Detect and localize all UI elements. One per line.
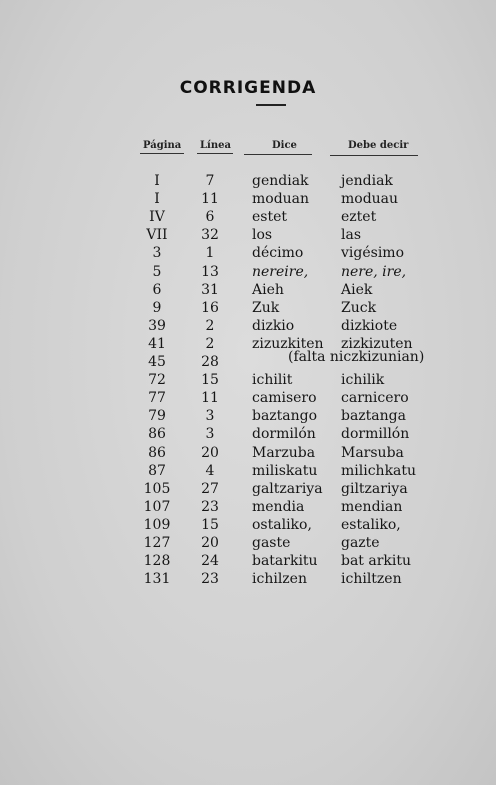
cell-linea: 2 (205, 317, 215, 334)
cell-pagina: 72 (148, 372, 166, 389)
cell-pagina: 9 (152, 299, 162, 316)
table-row (0, 300, 496, 318)
cell-linea: 11 (201, 191, 219, 208)
cell-debe-decir: giltzariya (341, 480, 408, 497)
cell-debe-decir: zizkizuten (341, 335, 413, 352)
table-row (0, 282, 496, 300)
cell-dice: dizkio (252, 317, 295, 334)
cell-pagina: I (154, 173, 160, 189)
cell-debe-decir: bat arkitu (341, 553, 412, 570)
table-row (0, 499, 496, 517)
cell-pagina: VII (146, 227, 168, 244)
cell-pagina: 77 (148, 390, 166, 407)
header-dice-rule (244, 154, 312, 155)
table-row (0, 426, 496, 444)
cell-debe-decir: vigésimo (341, 245, 404, 262)
cell-pagina: 131 (143, 571, 171, 588)
cell-pagina: I (154, 191, 160, 208)
cell-dice: camisero (252, 390, 317, 407)
table-row (0, 209, 496, 227)
cell-dice: gaste (252, 535, 291, 551)
table-row (0, 481, 496, 499)
cell-linea: 32 (201, 227, 219, 244)
cell-pagina: 79 (148, 408, 166, 425)
header-debe-decir-rule (330, 155, 418, 156)
cell-debe-decir: ichilik (341, 372, 385, 389)
cell-dice: nereire, (252, 263, 309, 280)
cell-debe-decir: mendian (341, 498, 403, 515)
header-pagina: Página (143, 140, 182, 151)
cell-debe-decir: dormillón (341, 426, 410, 443)
cell-dice: baztango (252, 408, 318, 425)
cell-linea: 7 (205, 173, 215, 189)
cell-debe-decir: moduau (341, 191, 399, 208)
header-debe-decir: Debe decir (348, 140, 409, 151)
cell-pagina: 3 (152, 245, 162, 262)
cell-dice: ichilit (252, 372, 293, 389)
table-row (0, 571, 496, 589)
cell-debe-decir: carnicero (341, 390, 409, 407)
table-row (0, 463, 496, 481)
cell-pagina: 6 (152, 281, 162, 298)
cell-debe-decir: Aiek (341, 281, 373, 298)
table-note: (falta niczkizunian) (288, 349, 425, 365)
cell-dice: Zuk (252, 299, 280, 316)
cell-pagina: 107 (143, 498, 171, 515)
header-linea-rule (197, 153, 233, 154)
table-row (0, 535, 496, 553)
cell-dice: Marzuba (252, 444, 316, 461)
page-title: CORRIGENDA (179, 78, 317, 98)
table-row (0, 245, 496, 263)
cell-linea: 4 (205, 462, 215, 479)
cell-linea: 28 (201, 354, 219, 370)
cell-pagina: 105 (143, 480, 171, 497)
cell-linea: 11 (201, 390, 219, 407)
cell-linea: 31 (201, 281, 219, 298)
cell-pagina: 128 (143, 553, 171, 570)
cell-linea: 20 (201, 444, 219, 461)
cell-dice: los (252, 227, 273, 244)
cell-pagina: 39 (148, 317, 166, 334)
cell-linea: 24 (201, 553, 219, 570)
cell-pagina: 86 (148, 444, 166, 461)
cell-linea: 13 (201, 263, 219, 280)
cell-dice: dormilón (252, 426, 316, 443)
cell-dice: décimo (252, 245, 304, 262)
cell-pagina: 86 (148, 426, 166, 443)
cell-dice: gendiak (252, 173, 309, 189)
cell-linea: 23 (201, 498, 219, 515)
cell-pagina: 127 (143, 535, 171, 551)
cell-dice: batarkitu (252, 553, 318, 570)
header-dice: Dice (272, 140, 297, 151)
cell-debe-decir: Zuck (341, 299, 377, 316)
cell-dice: zizuzkiten (252, 335, 324, 352)
cell-dice: estet (252, 209, 288, 226)
table-row (0, 408, 496, 426)
cell-debe-decir: dizkiote (341, 317, 398, 334)
cell-debe-decir: las (341, 227, 362, 244)
cell-pagina: 45 (148, 354, 166, 370)
cell-linea: 6 (205, 209, 215, 226)
cell-debe-decir: eztet (341, 209, 377, 226)
cell-linea: 3 (205, 408, 215, 425)
cell-debe-decir: estaliko, (341, 516, 401, 533)
cell-linea: 20 (201, 535, 219, 551)
header-linea: Línea (200, 140, 231, 151)
cell-dice: mendia (252, 498, 305, 515)
cell-dice: ichilzen (252, 571, 307, 588)
cell-dice: ostaliko, (252, 516, 312, 533)
cell-linea: 16 (201, 299, 219, 316)
header-pagina-rule (140, 153, 184, 154)
cell-pagina: 5 (152, 263, 162, 280)
cell-linea: 1 (205, 245, 215, 262)
table-row (0, 191, 496, 209)
cell-linea: 27 (201, 480, 219, 497)
cell-dice: Aieh (252, 281, 284, 298)
cell-linea: 15 (201, 516, 219, 533)
cell-pagina: 87 (148, 462, 166, 479)
cell-debe-decir: nere, ire, (341, 263, 407, 280)
table-row (0, 227, 496, 245)
table-row (0, 445, 496, 463)
table-row (0, 372, 496, 390)
cell-debe-decir: baztanga (341, 408, 406, 425)
cell-dice: moduan (252, 191, 310, 208)
cell-linea: 3 (205, 426, 215, 443)
cell-debe-decir: gazte (341, 535, 380, 551)
cell-linea: 23 (201, 571, 219, 588)
cell-debe-decir: milichkatu (341, 462, 417, 479)
cell-dice: miliskatu (252, 462, 318, 479)
table-row (0, 517, 496, 535)
cell-dice: galtzariya (252, 480, 323, 497)
cell-debe-decir: jendiak (341, 173, 393, 189)
table-row (0, 390, 496, 408)
title-rule (256, 104, 286, 106)
cell-linea: 2 (205, 335, 215, 352)
table-row (0, 318, 496, 336)
cell-pagina: 41 (148, 335, 166, 352)
table-row (0, 173, 496, 191)
cell-linea: 15 (201, 372, 219, 389)
cell-debe-decir: Marsuba (341, 444, 404, 461)
cell-debe-decir: ichiltzen (341, 571, 402, 588)
table-row (0, 553, 496, 571)
table-row (0, 264, 496, 282)
cell-pagina: IV (149, 209, 165, 226)
cell-pagina: 109 (143, 516, 171, 533)
